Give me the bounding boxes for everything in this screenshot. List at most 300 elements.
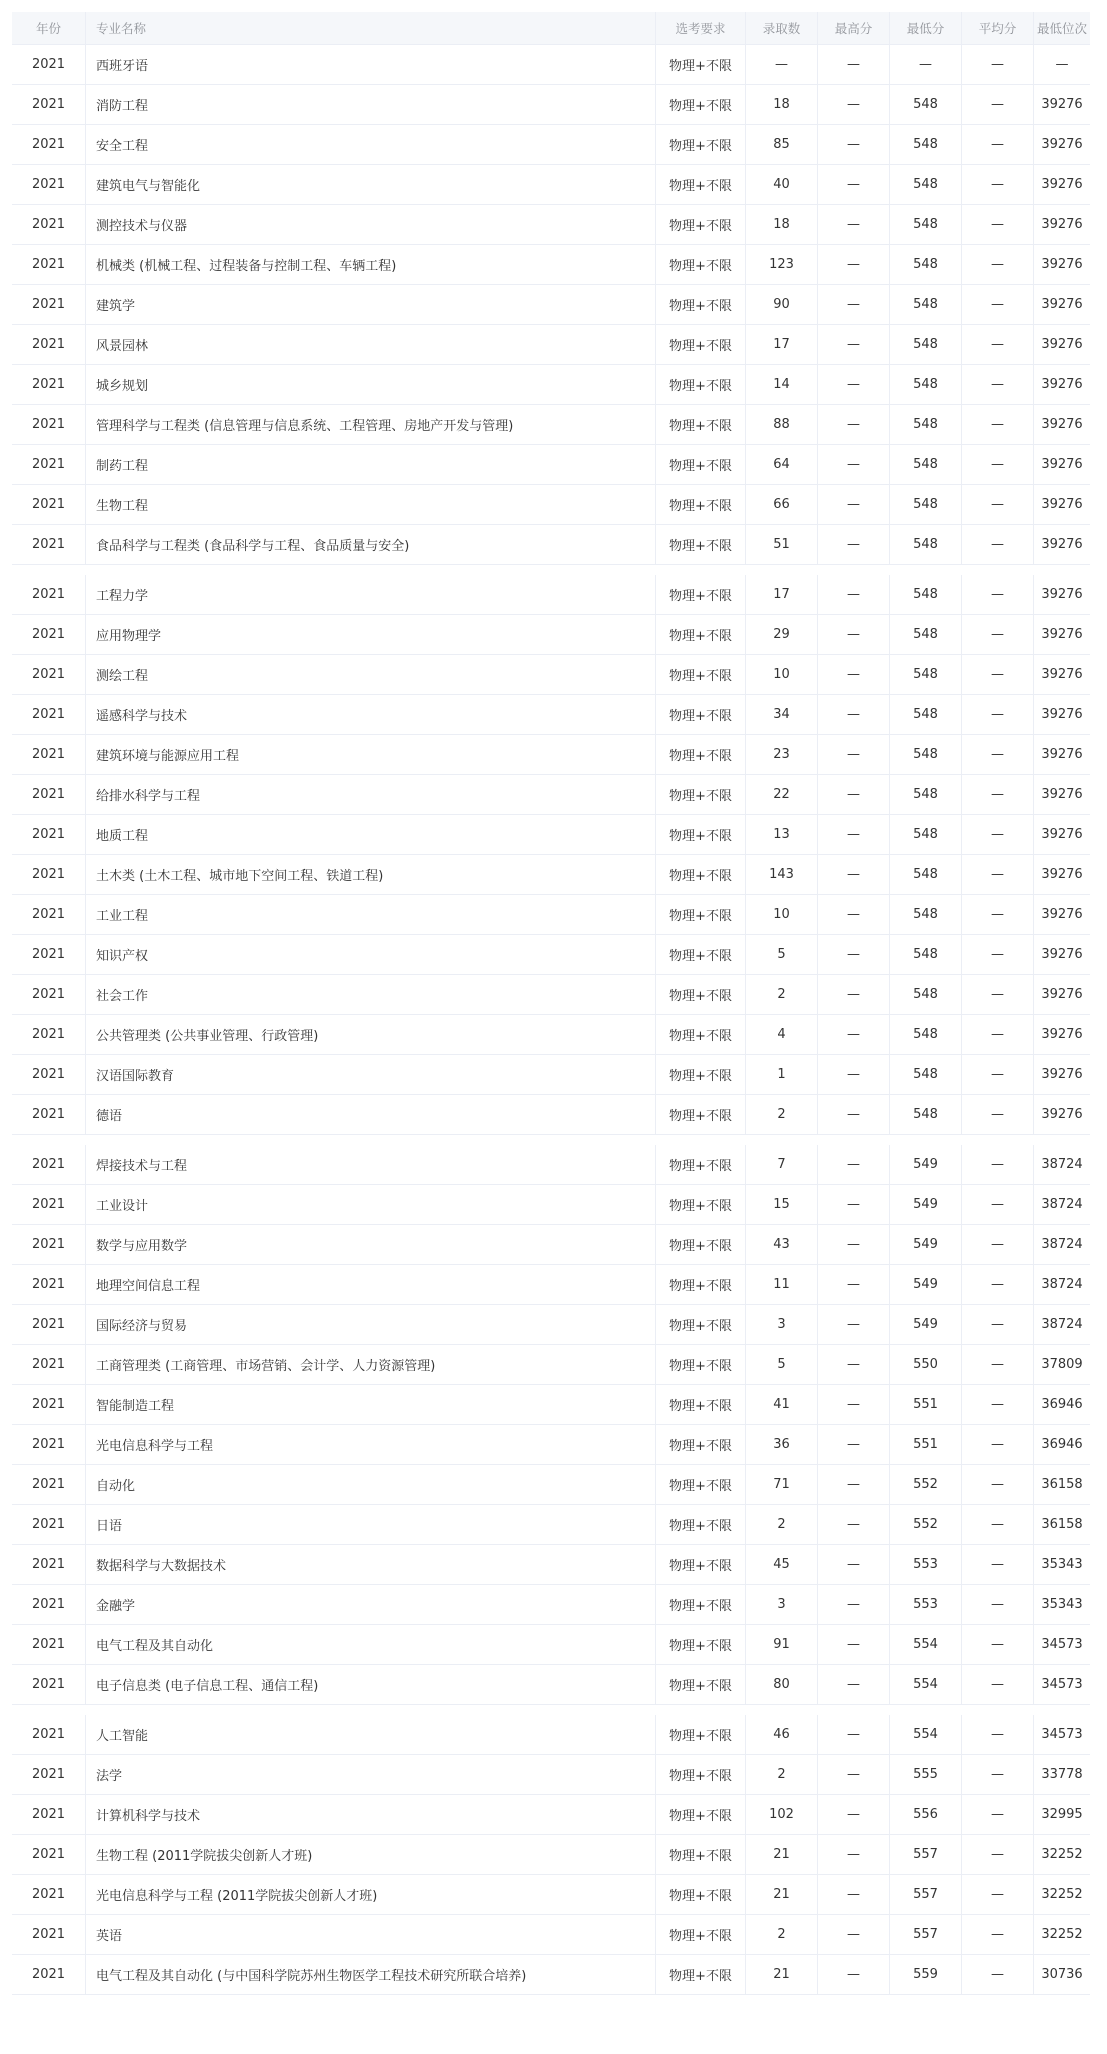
cell-lowest-score: 553	[890, 1545, 962, 1584]
cell-admitted-count: 91	[746, 1625, 818, 1664]
cell-admitted-count: 41	[746, 1385, 818, 1424]
cell-highest-score: —	[818, 1875, 890, 1914]
cell-lowest-score: 548	[890, 735, 962, 774]
cell-lowest-score: 548	[890, 85, 962, 124]
cell-highest-score: —	[818, 245, 890, 284]
table-row[interactable]	[12, 775, 1090, 815]
cell-highest-score: —	[818, 1795, 890, 1834]
table-row[interactable]	[12, 1625, 1090, 1665]
cell-average-score: —	[962, 1915, 1034, 1954]
cell-highest-score: —	[818, 1505, 890, 1544]
cell-subject-requirement: 物理+不限	[656, 1715, 746, 1754]
cell-lowest-rank: 30736	[1041, 1967, 1083, 1982]
cell-admitted-count: 11	[746, 1265, 818, 1304]
cell-lowest-rank: 38724	[1041, 1317, 1083, 1332]
cell-year: 2021	[12, 245, 86, 284]
cell-admitted-count: 4	[746, 1015, 818, 1054]
cell-subject-requirement: 物理+不限	[656, 1055, 746, 1094]
cell-average-score: —	[962, 245, 1034, 284]
cell-lowest-rank: 38724	[1041, 1197, 1083, 1212]
cell-lowest-score: 548	[890, 655, 962, 694]
cell-year: 2021	[12, 1625, 86, 1664]
cell-subject-requirement: 物理+不限	[656, 815, 746, 854]
table-row[interactable]	[12, 1795, 1090, 1835]
cell-year: 2021	[12, 125, 86, 164]
cell-average-score: —	[962, 895, 1034, 934]
cell-average-score: —	[962, 735, 1034, 774]
cell-major-name: 生物工程 (2011学院拔尖创新人才班)	[86, 1835, 656, 1874]
cell-lowest-score: 548	[890, 445, 962, 484]
cell-admitted-count: 71	[746, 1465, 818, 1504]
cell-major-name: 国际经济与贸易	[86, 1305, 656, 1344]
table-body	[12, 45, 1090, 1995]
cell-major-name: 汉语国际教育	[86, 1055, 656, 1094]
cell-admitted-count: 40	[746, 165, 818, 204]
cell-admitted-count: 14	[746, 365, 818, 404]
table-row[interactable]	[12, 125, 1090, 165]
cell-lowest-score: 551	[890, 1425, 962, 1464]
cell-major-name: 德语	[86, 1095, 656, 1134]
cell-admitted-count: 18	[746, 205, 818, 244]
cell-lowest-rank: 37809	[1041, 1357, 1083, 1372]
cell-lowest-score: 548	[890, 975, 962, 1014]
table-row[interactable]	[12, 655, 1090, 695]
cell-lowest-score: 557	[890, 1835, 962, 1874]
cell-lowest-score: 555	[890, 1755, 962, 1794]
cell-lowest-rank: 36158	[1041, 1517, 1083, 1532]
cell-lowest-rank: 35343	[1041, 1557, 1083, 1572]
cell-average-score: —	[962, 85, 1034, 124]
cell-average-score: —	[962, 655, 1034, 694]
header-admitted-count[interactable]: 录取数	[746, 12, 818, 44]
cell-major-name: 遥感科学与技术	[86, 695, 656, 734]
cell-subject-requirement: 物理+不限	[656, 405, 746, 444]
table-row[interactable]	[12, 1185, 1090, 1225]
table-row[interactable]	[12, 895, 1090, 935]
cell-year: 2021	[12, 85, 86, 124]
header-lowest-rank[interactable]: 最低位次	[1036, 21, 1087, 36]
cell-highest-score: —	[818, 1425, 890, 1464]
table-row[interactable]	[12, 325, 1090, 365]
table-row[interactable]	[12, 1665, 1090, 1705]
cell-major-name: 金融学	[86, 1585, 656, 1624]
cell-highest-score: —	[818, 695, 890, 734]
cell-admitted-count: 7	[746, 1145, 818, 1184]
cell-lowest-score: 548	[890, 165, 962, 204]
cell-lowest-rank: 39276	[1041, 707, 1083, 722]
cell-average-score: —	[962, 1625, 1034, 1664]
table-row[interactable]	[12, 205, 1090, 245]
cell-subject-requirement: 物理+不限	[656, 1545, 746, 1584]
cell-average-score: —	[962, 1345, 1034, 1384]
cell-highest-score: —	[818, 45, 890, 84]
cell-admitted-count: 36	[746, 1425, 818, 1464]
table-row[interactable]	[12, 445, 1090, 485]
cell-major-name: 自动化	[86, 1465, 656, 1504]
cell-major-name: 公共管理类 (公共事业管理、行政管理)	[86, 1015, 656, 1054]
admission-scores-table-frame	[12, 12, 1090, 2042]
cell-major-name: 计算机科学与技术	[86, 1795, 656, 1834]
cell-lowest-score: 548	[890, 575, 962, 614]
cell-admitted-count: 17	[746, 575, 818, 614]
table-row[interactable]	[12, 975, 1090, 1015]
cell-average-score: —	[962, 1755, 1034, 1794]
cell-highest-score: —	[818, 1585, 890, 1624]
cell-admitted-count: 85	[746, 125, 818, 164]
cell-major-name: 管理科学与工程类 (信息管理与信息系统、工程管理、房地产开发与管理)	[86, 405, 656, 444]
cell-highest-score: —	[818, 125, 890, 164]
table-row[interactable]	[12, 1915, 1090, 1955]
cell-lowest-score: 554	[890, 1715, 962, 1754]
cell-year: 2021	[12, 775, 86, 814]
cell-year: 2021	[12, 1755, 86, 1794]
cell-major-name: 地质工程	[86, 815, 656, 854]
cell-average-score: —	[962, 405, 1034, 444]
cell-lowest-rank: 39276	[1041, 217, 1083, 232]
table-row[interactable]	[12, 735, 1090, 775]
cell-lowest-rank: 36946	[1041, 1397, 1083, 1412]
cell-lowest-score: 549	[890, 1225, 962, 1264]
cell-subject-requirement: 物理+不限	[656, 1425, 746, 1464]
cell-year: 2021	[12, 485, 86, 524]
table-row[interactable]	[12, 285, 1090, 325]
table-row[interactable]	[12, 1225, 1090, 1265]
cell-lowest-rank: 34573	[1041, 1637, 1083, 1652]
table-row[interactable]	[12, 1955, 1090, 1995]
cell-admitted-count: 22	[746, 775, 818, 814]
cell-highest-score: —	[818, 1225, 890, 1264]
cell-highest-score: —	[818, 1915, 890, 1954]
cell-year: 2021	[12, 1265, 86, 1304]
cell-major-name: 人工智能	[86, 1715, 656, 1754]
cell-average-score: —	[962, 45, 1034, 84]
cell-lowest-score: 559	[890, 1955, 962, 1994]
cell-lowest-score: 548	[890, 325, 962, 364]
cell-subject-requirement: 物理+不限	[656, 935, 746, 974]
table-row[interactable]	[12, 1345, 1090, 1385]
cell-year: 2021	[12, 1715, 86, 1754]
table-row[interactable]	[12, 1145, 1090, 1185]
cell-year: 2021	[12, 325, 86, 364]
cell-major-name: 测绘工程	[86, 655, 656, 694]
cell-year: 2021	[12, 205, 86, 244]
cell-subject-requirement: 物理+不限	[656, 205, 746, 244]
table-row[interactable]	[12, 575, 1090, 615]
cell-average-score: —	[962, 575, 1034, 614]
table-row[interactable]	[12, 1305, 1090, 1345]
cell-major-name: 土木类 (土木工程、城市地下空间工程、铁道工程)	[86, 855, 656, 894]
table-row[interactable]	[12, 1385, 1090, 1425]
table-row[interactable]	[12, 1875, 1090, 1915]
cell-major-name: 机械类 (机械工程、过程装备与控制工程、车辆工程)	[86, 245, 656, 284]
table-row[interactable]	[12, 1095, 1090, 1135]
table-row[interactable]	[12, 1015, 1090, 1055]
cell-average-score: —	[962, 1955, 1034, 1994]
cell-average-score: —	[962, 125, 1034, 164]
table-row[interactable]	[12, 1715, 1090, 1755]
cell-subject-requirement: 物理+不限	[656, 1915, 746, 1954]
cell-admitted-count: 1	[746, 1055, 818, 1094]
cell-lowest-score: 548	[890, 525, 962, 564]
cell-admitted-count: 2	[746, 1755, 818, 1794]
cell-lowest-score: 548	[890, 695, 962, 734]
cell-major-name: 生物工程	[86, 485, 656, 524]
cell-major-name: 社会工作	[86, 975, 656, 1014]
cell-major-name: 法学	[86, 1755, 656, 1794]
table-row[interactable]	[12, 695, 1090, 735]
cell-year: 2021	[12, 575, 86, 614]
cell-lowest-score: 557	[890, 1875, 962, 1914]
cell-year: 2021	[12, 895, 86, 934]
cell-lowest-score: 550	[890, 1345, 962, 1384]
cell-major-name: 工商管理类 (工商管理、市场营销、会计学、人力资源管理)	[86, 1345, 656, 1384]
admission-scores-table	[12, 12, 1090, 1995]
cell-subject-requirement: 物理+不限	[656, 575, 746, 614]
cell-lowest-rank: 39276	[1041, 947, 1083, 962]
cell-admitted-count: 102	[746, 1795, 818, 1834]
cell-highest-score: —	[818, 485, 890, 524]
cell-average-score: —	[962, 1225, 1034, 1264]
cell-highest-score: —	[818, 935, 890, 974]
cell-lowest-rank: 38724	[1041, 1157, 1083, 1172]
cell-lowest-rank: 39276	[1041, 1027, 1083, 1042]
cell-lowest-score: 548	[890, 405, 962, 444]
cell-average-score: —	[962, 695, 1034, 734]
cell-lowest-score: 549	[890, 1145, 962, 1184]
cell-average-score: —	[962, 1795, 1034, 1834]
cell-admitted-count: 46	[746, 1715, 818, 1754]
cell-highest-score: —	[818, 775, 890, 814]
cell-lowest-score: 548	[890, 365, 962, 404]
header-subject-requirement[interactable]: 选考要求	[656, 12, 746, 44]
cell-admitted-count: 2	[746, 1915, 818, 1954]
cell-highest-score: —	[818, 575, 890, 614]
cell-average-score: —	[962, 1185, 1034, 1224]
cell-major-name: 光电信息科学与工程 (2011学院拔尖创新人才班)	[86, 1875, 656, 1914]
table-row[interactable]	[12, 485, 1090, 525]
header-highest-score[interactable]: 最高分	[818, 12, 890, 44]
cell-subject-requirement: 物理+不限	[656, 485, 746, 524]
cell-subject-requirement: 物理+不限	[656, 655, 746, 694]
cell-lowest-rank: 32252	[1041, 1927, 1083, 1942]
cell-lowest-rank: 39276	[1041, 867, 1083, 882]
table-row[interactable]	[12, 815, 1090, 855]
cell-lowest-score: 548	[890, 1055, 962, 1094]
cell-highest-score: —	[818, 975, 890, 1014]
cell-subject-requirement: 物理+不限	[656, 775, 746, 814]
cell-subject-requirement: 物理+不限	[656, 1145, 746, 1184]
cell-subject-requirement: 物理+不限	[656, 895, 746, 934]
cell-average-score: —	[962, 365, 1034, 404]
cell-lowest-rank: 39276	[1041, 257, 1083, 272]
cell-year: 2021	[12, 615, 86, 654]
cell-highest-score: —	[818, 1345, 890, 1384]
cell-admitted-count: 29	[746, 615, 818, 654]
cell-lowest-rank: 39276	[1041, 987, 1083, 1002]
cell-subject-requirement: 物理+不限	[656, 1505, 746, 1544]
cell-year: 2021	[12, 1795, 86, 1834]
cell-average-score: —	[962, 205, 1034, 244]
header-major-name[interactable]: 专业名称	[86, 12, 656, 44]
cell-average-score: —	[962, 165, 1034, 204]
cell-subject-requirement: 物理+不限	[656, 1265, 746, 1304]
cell-admitted-count: 5	[746, 1345, 818, 1384]
cell-highest-score: —	[818, 525, 890, 564]
cell-average-score: —	[962, 1145, 1034, 1184]
cell-year: 2021	[12, 285, 86, 324]
cell-lowest-score: 549	[890, 1265, 962, 1304]
table-row[interactable]	[12, 1465, 1090, 1505]
table-row[interactable]	[12, 45, 1090, 85]
cell-highest-score: —	[818, 735, 890, 774]
cell-highest-score: —	[818, 655, 890, 694]
cell-lowest-score: 548	[890, 935, 962, 974]
cell-lowest-rank: 34573	[1041, 1677, 1083, 1692]
cell-year: 2021	[12, 365, 86, 404]
cell-average-score: —	[962, 1015, 1034, 1054]
cell-average-score: —	[962, 1665, 1034, 1704]
cell-major-name: 工业工程	[86, 895, 656, 934]
cell-highest-score: —	[818, 405, 890, 444]
cell-subject-requirement: 物理+不限	[656, 245, 746, 284]
cell-subject-requirement: 物理+不限	[656, 365, 746, 404]
cell-admitted-count: 34	[746, 695, 818, 734]
cell-year: 2021	[12, 405, 86, 444]
table-row[interactable]	[12, 1755, 1090, 1795]
cell-admitted-count: 88	[746, 405, 818, 444]
cell-major-name: 建筑环境与能源应用工程	[86, 735, 656, 774]
cell-admitted-count: 80	[746, 1665, 818, 1704]
cell-major-name: 地理空间信息工程	[86, 1265, 656, 1304]
table-row[interactable]	[12, 365, 1090, 405]
cell-highest-score: —	[818, 1305, 890, 1344]
cell-admitted-count: 45	[746, 1545, 818, 1584]
cell-year: 2021	[12, 975, 86, 1014]
header-lowest-score[interactable]: 最低分	[890, 12, 962, 44]
cell-lowest-score: 554	[890, 1665, 962, 1704]
table-row[interactable]	[12, 245, 1090, 285]
cell-admitted-count: 90	[746, 285, 818, 324]
cell-lowest-score: 551	[890, 1385, 962, 1424]
cell-subject-requirement: 物理+不限	[656, 1305, 746, 1344]
cell-year: 2021	[12, 1665, 86, 1704]
cell-lowest-rank: 39276	[1041, 787, 1083, 802]
cell-subject-requirement: 物理+不限	[656, 695, 746, 734]
cell-admitted-count: 143	[746, 855, 818, 894]
cell-average-score: —	[962, 1545, 1034, 1584]
cell-major-name: 数学与应用数学	[86, 1225, 656, 1264]
cell-lowest-rank: 39276	[1041, 177, 1083, 192]
cell-lowest-score: 553	[890, 1585, 962, 1624]
cell-year: 2021	[12, 1225, 86, 1264]
cell-major-name: 电子信息类 (电子信息工程、通信工程)	[86, 1665, 656, 1704]
table-row[interactable]	[12, 1835, 1090, 1875]
cell-highest-score: —	[818, 1625, 890, 1664]
cell-lowest-rank: 38724	[1041, 1277, 1083, 1292]
cell-lowest-rank: 39276	[1041, 457, 1083, 472]
cell-major-name: 应用物理学	[86, 615, 656, 654]
cell-admitted-count: 43	[746, 1225, 818, 1264]
cell-lowest-rank: 34573	[1041, 1727, 1083, 1742]
cell-highest-score: —	[818, 285, 890, 324]
cell-year: 2021	[12, 735, 86, 774]
cell-subject-requirement: 物理+不限	[656, 1185, 746, 1224]
table-row[interactable]	[12, 165, 1090, 205]
cell-highest-score: —	[818, 895, 890, 934]
table-row[interactable]	[12, 935, 1090, 975]
cell-highest-score: —	[818, 1265, 890, 1304]
cell-admitted-count: 21	[746, 1835, 818, 1874]
cell-major-name: 消防工程	[86, 85, 656, 124]
cell-lowest-rank: 39276	[1041, 587, 1083, 602]
table-row[interactable]	[12, 615, 1090, 655]
cell-year: 2021	[12, 45, 86, 84]
table-row[interactable]	[12, 1585, 1090, 1625]
cell-lowest-score: 548	[890, 125, 962, 164]
cell-year: 2021	[12, 1465, 86, 1504]
cell-admitted-count: 10	[746, 655, 818, 694]
cell-average-score: —	[962, 1425, 1034, 1464]
cell-major-name: 测控技术与仪器	[86, 205, 656, 244]
cell-highest-score: —	[818, 1665, 890, 1704]
cell-lowest-score: 552	[890, 1465, 962, 1504]
cell-lowest-rank: 32995	[1041, 1807, 1083, 1822]
table-row[interactable]	[12, 1055, 1090, 1095]
cell-admitted-count: 23	[746, 735, 818, 774]
table-row[interactable]	[12, 1545, 1090, 1585]
cell-lowest-rank: 39276	[1041, 297, 1083, 312]
cell-year: 2021	[12, 1915, 86, 1954]
cell-highest-score: —	[818, 1055, 890, 1094]
table-row[interactable]	[12, 855, 1090, 895]
cell-subject-requirement: 物理+不限	[656, 1795, 746, 1834]
cell-highest-score: —	[818, 1465, 890, 1504]
cell-average-score: —	[962, 1095, 1034, 1134]
table-row[interactable]	[12, 85, 1090, 125]
cell-lowest-rank: 32252	[1041, 1887, 1083, 1902]
table-row[interactable]	[12, 1425, 1090, 1465]
cell-highest-score: —	[818, 1015, 890, 1054]
cell-lowest-score: 548	[890, 895, 962, 934]
cell-admitted-count: 18	[746, 85, 818, 124]
header-year[interactable]: 年份	[12, 12, 86, 44]
table-row[interactable]	[12, 1265, 1090, 1305]
cell-lowest-score: 548	[890, 485, 962, 524]
header-average-score[interactable]: 平均分	[962, 12, 1034, 44]
cell-major-name: 工程力学	[86, 575, 656, 614]
table-row[interactable]	[12, 1505, 1090, 1545]
cell-major-name: 建筑学	[86, 285, 656, 324]
cell-lowest-rank: 39276	[1041, 1107, 1083, 1122]
cell-highest-score: —	[818, 325, 890, 364]
cell-highest-score: —	[818, 1385, 890, 1424]
cell-average-score: —	[962, 485, 1034, 524]
cell-admitted-count: 3	[746, 1585, 818, 1624]
cell-major-name: 日语	[86, 1505, 656, 1544]
cell-subject-requirement: 物理+不限	[656, 1875, 746, 1914]
cell-year: 2021	[12, 655, 86, 694]
table-row[interactable]	[12, 405, 1090, 445]
cell-lowest-rank: 39276	[1041, 827, 1083, 842]
cell-year: 2021	[12, 1385, 86, 1424]
cell-average-score: —	[962, 1305, 1034, 1344]
cell-admitted-count: 5	[746, 935, 818, 974]
table-row[interactable]	[12, 525, 1090, 565]
cell-year: 2021	[12, 165, 86, 204]
cell-highest-score: —	[818, 855, 890, 894]
cell-lowest-rank: 39276	[1041, 417, 1083, 432]
cell-major-name: 电气工程及其自动化 (与中国科学院苏州生物医学工程技术研究所联合培养)	[86, 1955, 656, 1994]
